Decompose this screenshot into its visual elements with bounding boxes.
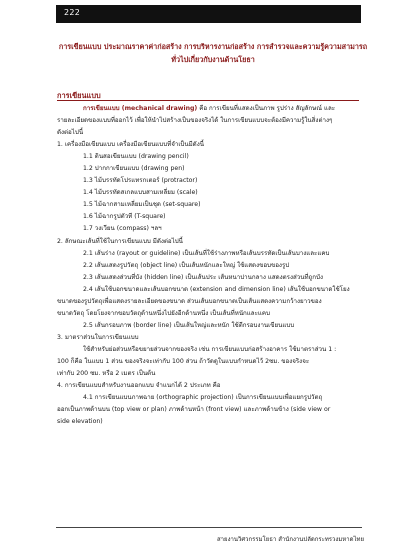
page-number: 222 [64,8,81,17]
item-2-3: 2.3 เส้นแสดงส่วนที่บัง (hidden line) เป็นเส้นประ เส้นหนาปานกลาง แสดงตรงส่วนที่ถูกบัง [83,273,323,281]
item-4-1-cont-1: ออกเป็นภาพด้านบน (top view or plan) ภาพด้านหน้า (front view) และภาพด้านข้าง (side view or [57,406,331,414]
item-1-3: 1.3 ไม้บรรทัดโปรแทรกเตอร์ (protractor) [83,177,198,185]
item-2-4: 2.4 เส้นใช้บอกขนาดและเส้นบอกขนาด (extension and dimension line) เส้นใช้บอกขนาดใช้โยง [83,285,350,293]
item-2-5: 2.5 เส้นกรอบภาพ (border line) เป็นเส้นใหญ่และหนัก ใช้ตีกรอบงานเขียนแบบ [83,321,295,329]
item-2-2: 2.2 เส้นแสดงรูปวัตถุ (object line) เป็นเส้นหนักและใหญ่ ใช้แสดงขอบของรูป [83,261,290,269]
section-underline [57,100,359,101]
item-4-1-cont-2: side elevation) [57,418,103,426]
intro-text-1: คือ การเขียนที่แสดงเป็นภาพ รูปร่าง สัญลักษณ์ และ [197,105,336,112]
title-line-2: ทั่วไปเกี่ยวกับงานด้านโยธา [171,55,255,64]
page-number-tab [56,5,361,23]
item-1: 1. เครื่องมือเขียนแบบ เครื่องมือเขียนแบบที่จำเป็นมีดังนี้ [57,141,204,149]
item-1-4: 1.4 ไม้บรรทัดสเกลแบบสามเหลี่ยม (scale) [83,189,198,197]
item-1-5: 1.5 ไม้ฉากสามเหลี่ยมเป็นชุด (set-square) [83,201,201,209]
footer-text: สายงานวิศวกรรมโยธา สำนักงานปลัดกระทรวงมหาดไทย [217,536,364,543]
item-1-6: 1.6 ไม้ฉากรูปตัวที (T-square) [83,213,166,221]
item-3-text-3: เท่ากับ 200 ซม. หรือ 2 เมตร เป็นต้น [57,370,156,378]
item-2-4-cont-2: ขนาดวัตถุ โดยโยงจากขอบวัตถุด้านหนึ่งไปยังอีกด้านหนึ่ง เป็นเส้นที่หนักและแคบ [57,309,270,317]
intro-paragraph [57,103,363,115]
item-3: 3. มาตราส่วนในการเขียนแบบ [57,333,139,341]
item-4: 4. การเขียนแบบสำหรับงานออกแบบ จำแนกได้ 2 ประเภท คือ [57,382,221,390]
item-2: 2. ลักษณะเส้นที่ใช้ในการเขียนแบบ มีดังต่อไปนี้ [57,237,183,245]
item-1-2: 1.2 ปากกาเขียนแบบ (drawing pen) [83,165,185,173]
item-1-7: 1.7 วงเวียน (compass) ฯลฯ [83,225,162,233]
item-2-1: 2.1 เส้นร่าง (rayout or guideline) เป็นเส้นที่ใช้ร่างภาพหรือเส้นบรรทัดเป็นเส้นบางและแคบ [83,249,330,257]
intro-text-3: ดังต่อไปนี้ [57,129,84,137]
section-heading: การเขียนแบบ [57,91,101,100]
footer-divider [56,527,362,528]
item-3-text-2: 100 ก็คือ ในแบบ 1 ส่วน ของจริงจะเท่ากับ 100 ส่วน ถ้าวัดดูในแบบกำหนดไว้ 2ซม. ของจริงจะ [57,357,310,365]
title-line-1: การเขียนแบบ ประมาณราคาค่าก่อสร้าง การบริหารงานก่อสร้าง การสำรวจและความรู้ความสามารถ [58,42,368,51]
document-title [48,40,378,66]
item-1-1: 1.1 ดินสอเขียนแบบ (drawing pencil) [83,153,189,161]
body-text [57,103,363,428]
intro-term: การเขียนแบบ (mechanical drawing) [83,105,198,112]
item-2-4-cont-1: ขนาดของรูปวัตถุเพื่อแสดงรายละเอียดของขนาด ส่วนเส้นบอกขนาดเป็นเส้นแสดงความกว้างยาวของ [57,297,322,305]
item-4-1: 4.1 การเขียนแบบภาพฉาย (orthographic projection) เป็นการเขียนแบบเพื่อแยกรูปวัตถุ [83,394,323,402]
item-3-text-1: ใช้สำหรับย่อส่วนหรือขยายส่วนจากของจริง เช่น การเขียนแบบก่อสร้างอาคาร ใช้มาตราส่วน 1 : [83,345,337,353]
intro-text-2: รายละเอียดของแบบที่ออกไว้ เพื่อให้นำไปสร้างเป็นของจริงได้ ในการเขียนแบบจะต้องมีความรู้ในสิ่งต่างๆ [57,117,333,125]
